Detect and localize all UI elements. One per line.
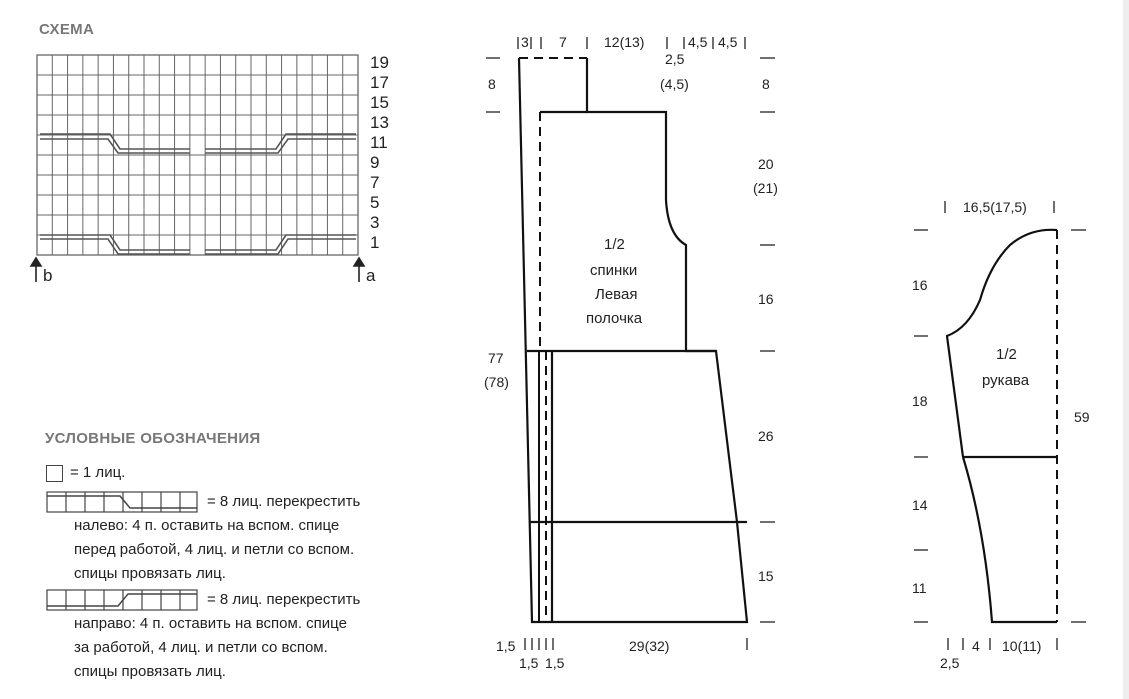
sleeve-label-half: 1/2 [996,346,1017,363]
body-right-16: 16 [758,291,774,307]
legend-cable-right-sample [47,590,197,610]
legend-cable-left-line4: спицы провязать лиц. [74,565,226,582]
body-right-15: 15 [758,568,774,584]
sleeve-left-16: 16 [912,277,928,293]
legend-cable-left-sample [47,492,197,512]
body-dim-45b: 4,5 [718,34,738,50]
chart-grid [37,55,358,255]
body-bottom-15b: 1,5 [519,655,539,671]
legend-title: УСЛОВНЫЕ ОБОЗНАЧЕНИЯ [45,430,261,447]
sleeve-label-sleeve: рукава [982,372,1030,389]
body-bottom-15c: 1,5 [545,655,565,671]
body-right-20: 20 [758,156,774,172]
legend-cable-left-line3: перед работой, 4 лиц. и петли со вспом. [74,541,355,558]
body-dim-45-paren: (4,5) [660,76,689,92]
row-number: 17 [370,73,389,92]
body-right-21: (21) [753,180,778,196]
sleeve-left-11: 11 [912,580,927,596]
body-dim-25: 2,5 [665,51,685,67]
sleeve-bottom-25: 2,5 [940,655,960,671]
legend-cable-left-line1: = 8 лиц. перекрестить [207,493,361,510]
row-number: 1 [370,233,380,252]
body-right-8: 8 [762,76,770,92]
row-number: 7 [370,173,380,192]
arrow-b-icon [31,258,41,282]
legend-cell-sample [46,465,63,482]
cable-lines [40,134,356,254]
body-label-front: полочка [586,310,643,327]
sleeve-top-dim: 16,5(17,5) [963,199,1027,215]
body-dim-7: 7 [559,34,567,50]
arrow-b-label: b [43,266,53,285]
body-label-half: 1/2 [604,236,625,253]
row-number: 9 [370,153,380,172]
row-number: 3 [370,213,380,232]
body-left-77: 77 [488,350,504,366]
body-dim-12: 12(13) [604,34,645,50]
body-bottom-15a: 1,5 [496,638,516,654]
legend-cable-left-line2: налево: 4 п. оставить на вспом. спице [74,517,340,534]
legend-cable-right-line1: = 8 лиц. перекрестить [207,591,361,608]
body-dim-45a: 4,5 [688,34,708,50]
body-outline [519,58,747,622]
arrow-a-label: a [366,266,376,285]
row-number: 15 [370,93,389,112]
body-right-26: 26 [758,428,774,444]
sleeve-bottom-10: 10(11) [1002,638,1042,654]
page-right-edge [1123,0,1129,699]
sleeve-dimension-ticks [914,201,1086,650]
body-label-back: спинки [590,262,638,279]
sleeve-bottom-4: 4 [972,638,980,654]
body-left-78: (78) [484,374,509,390]
row-number: 11 [370,133,388,152]
row-number: 13 [370,113,389,132]
sleeve-right-59: 59 [1074,409,1090,425]
row-number: 5 [370,193,380,212]
body-label-left: Левая [595,286,638,303]
body-dim-3: 3 [521,34,529,50]
sleeve-left-18: 18 [912,393,928,409]
arrow-a-icon [354,258,364,282]
legend-cable-right-line3: за работой, 4 лиц. и петли со вспом. [74,639,328,656]
legend-item-knit: = 1 лиц. [70,464,126,481]
body-bottom-29: 29(32) [629,638,670,654]
row-number: 19 [370,53,389,72]
body-dimension-ticks [486,37,775,650]
sleeve-outline [947,230,1057,622]
legend-cable-right-line4: спицы провязать лиц. [74,663,226,680]
schema-title: СХЕМА [39,21,95,38]
sleeve-left-14: 14 [912,497,928,513]
legend-cable-right-line2: направо: 4 п. оставить на вспом. спице [74,615,347,632]
body-left-8: 8 [488,76,496,92]
